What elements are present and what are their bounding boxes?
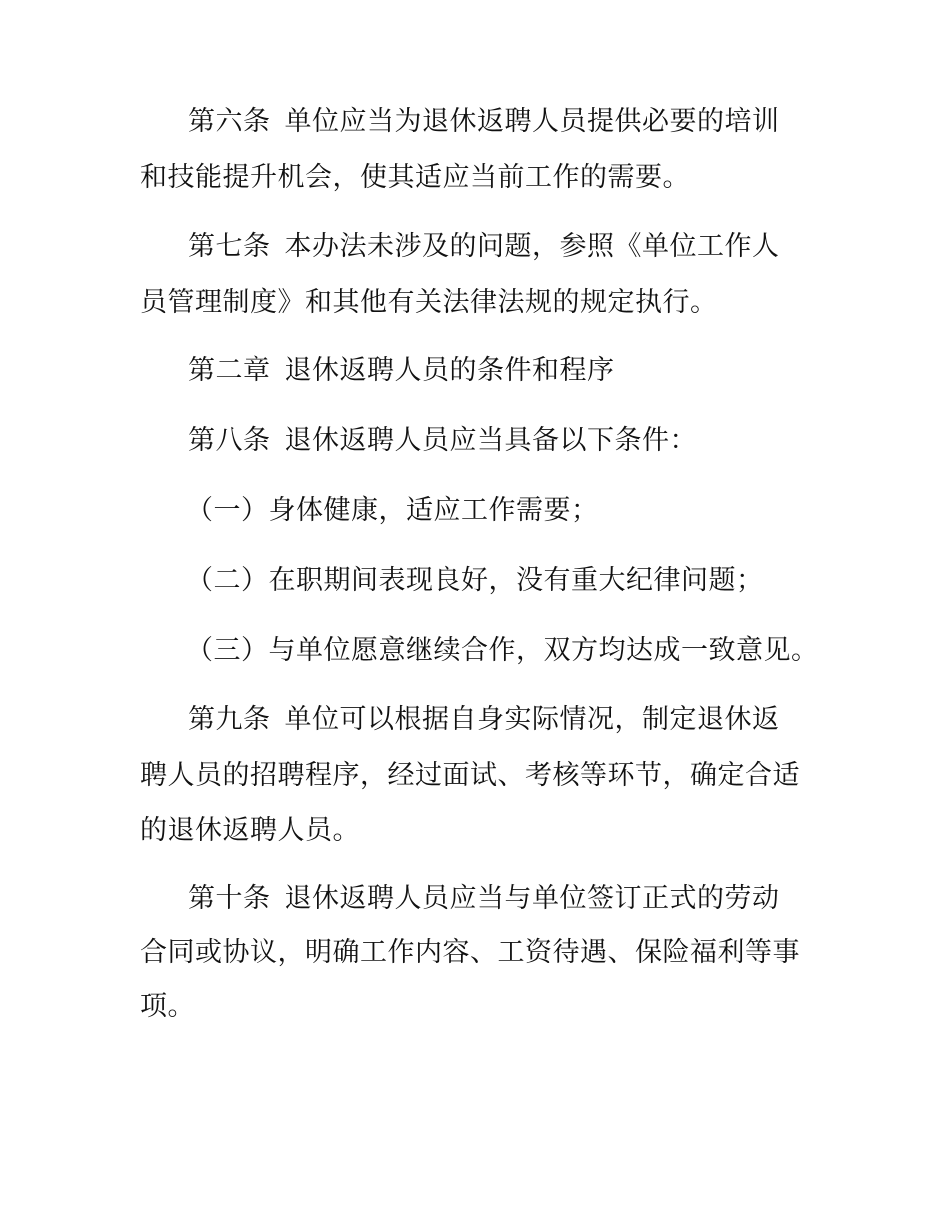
article-7-line-2: 员管理制度》和其他有关法律法规的规定执行。: [140, 287, 718, 318]
article-9-label: 第九条: [188, 704, 271, 735]
article-10-line-1: [188, 881, 780, 917]
article-10-text: 退休返聘人员应当与单位签订正式的劳动: [284, 883, 780, 914]
article-8-label: 第八条: [188, 425, 271, 456]
chapter-2-title: 退休返聘人员的条件和程序: [284, 355, 615, 386]
article-7-text: 本办法未涉及的问题，参照《单位工作人: [284, 231, 780, 262]
article-10-line-2: 合同或协议，明确工作内容、工资待遇、保险福利等事: [140, 937, 800, 968]
article-8-line-1: [188, 423, 697, 459]
article-6-label: 第六条: [188, 106, 271, 137]
article-7-label: 第七条: [188, 231, 271, 262]
article-9-text: 单位可以根据自身实际情况，制定退休返: [284, 704, 780, 735]
chapter-2-heading: [188, 353, 615, 389]
article-6-line-2: 和技能提升机会，使其适应当前工作的需要。: [140, 162, 690, 193]
article-6-line-1: [188, 104, 780, 140]
article-9-line-1: [188, 702, 780, 738]
article-6-text: 单位应当为退休返聘人员提供必要的培训: [284, 106, 780, 137]
article-10-label: 第十条: [188, 883, 271, 914]
article-7-line-1: [188, 229, 780, 265]
chapter-2-label: 第二章: [188, 355, 271, 386]
article-8-text: 退休返聘人员应当具备以下条件：: [284, 425, 697, 456]
condition-item-3: （三）与单位愿意继续合作，双方均达成一致意见。: [186, 635, 819, 666]
article-9-line-3: 的退休返聘人员。: [140, 815, 360, 846]
article-9-line-2: 聘人员的招聘程序，经过面试、考核等环节，确定合适: [140, 760, 800, 791]
condition-item-2: （二）在职期间表现良好，没有重大纪律问题；: [186, 565, 764, 596]
condition-item-1: （一）身体健康，适应工作需要；: [186, 495, 599, 526]
article-10-line-3: 项。: [140, 991, 195, 1022]
